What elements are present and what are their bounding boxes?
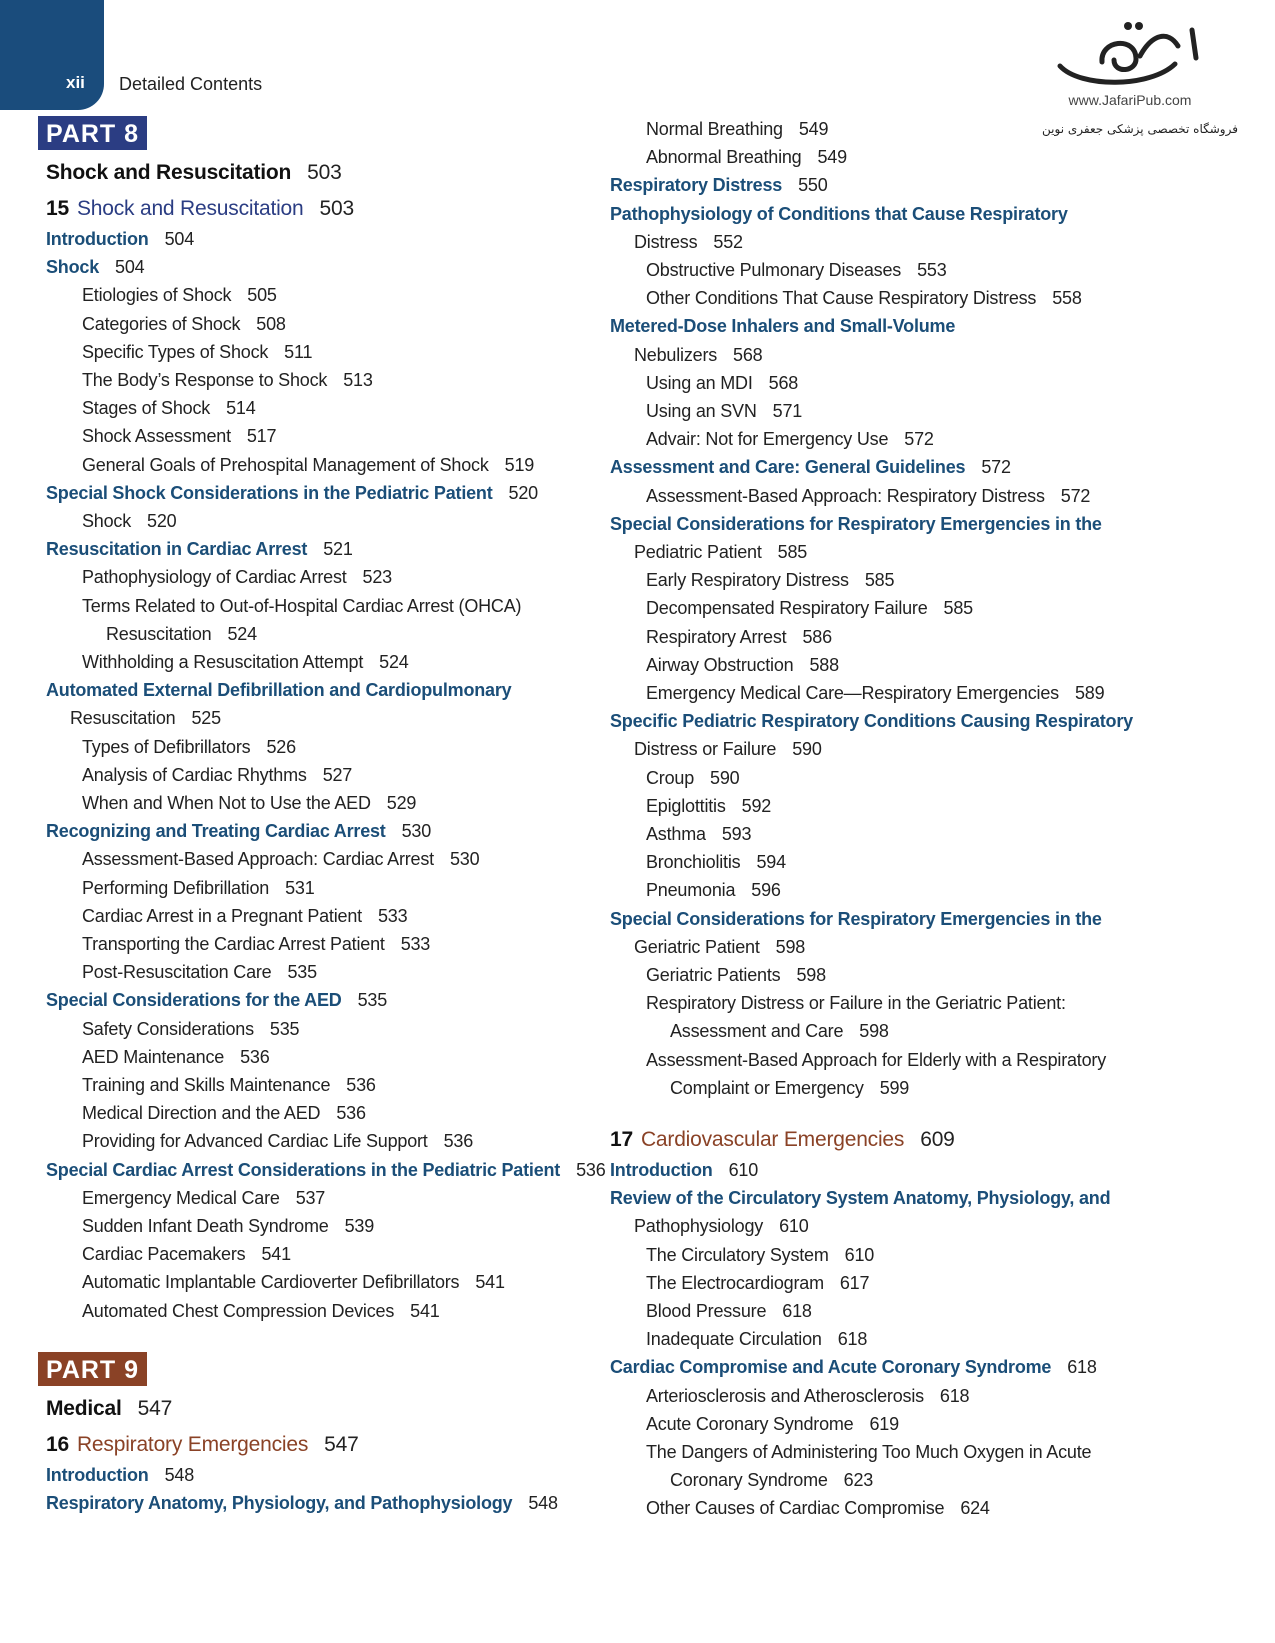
entry-page-number: 523	[362, 567, 392, 588]
entry-title: Special Considerations for the AED	[46, 990, 342, 1011]
entry-title: Introduction	[46, 229, 149, 249]
entry-title: AED Maintenance	[82, 1046, 225, 1067]
entry-page-number: 526	[266, 736, 296, 757]
toc-subheading-entry	[82, 651, 409, 673]
entry-title: Safety Considerations	[82, 1018, 254, 1039]
entry-title: Nebulizers	[634, 344, 718, 365]
entry-title: Acute Coronary Syndrome	[646, 1413, 854, 1434]
publisher-watermark	[1040, 18, 1240, 148]
entry-title: General Goals of Prehospital Management of Shock	[82, 454, 489, 475]
entry-page-number: 519	[504, 454, 535, 475]
entry-title: Obstructive Pulmonary Diseases	[646, 260, 902, 280]
toc-heading-entry	[610, 456, 1011, 478]
toc-subheading-entry	[646, 992, 1066, 1014]
chapter-entry	[46, 1434, 359, 1456]
entry-title: Epiglottitis	[646, 795, 726, 816]
entry-page-number: 592	[741, 795, 772, 816]
entry-title: Abnormal Breathing	[646, 147, 802, 168]
entry-page-number: 585	[777, 542, 808, 562]
entry-page-number: 508	[256, 313, 286, 334]
entry-page-number: 590	[792, 739, 822, 760]
entry-page-number: 530	[449, 849, 480, 870]
entry-title: Categories of Shock	[82, 313, 241, 334]
entry-title: Early Respiratory Distress	[646, 570, 849, 591]
entry-page-number: 596	[751, 880, 781, 901]
entry-page-number: 533	[400, 934, 431, 954]
watermark-url: www.JafariPub.com	[1068, 92, 1192, 108]
entry-page-number: 585	[864, 570, 895, 591]
toc-subheading-entry	[646, 1413, 899, 1435]
toc-subheading-entry	[82, 764, 352, 786]
entry-page-number: 525	[191, 708, 221, 729]
toc-subheading-entry	[82, 1130, 473, 1152]
entry-title: Recognizing and Treating Cardiac Arrest	[46, 821, 386, 842]
entry-page-number: 568	[768, 372, 799, 393]
entry-page-number: 539	[344, 1216, 375, 1236]
entry-page-number: 524	[379, 652, 409, 672]
publisher-logo-icon	[1040, 18, 1220, 90]
entry-page-number: 618	[939, 1385, 970, 1406]
toc-subheading-entry	[82, 877, 315, 899]
entry-title: Arteriosclerosis and Atherosclerosis	[646, 1385, 924, 1406]
entry-page-number: 504	[164, 229, 195, 249]
toc-subheading-entry	[646, 654, 839, 676]
entry-page-number: 558	[1052, 288, 1082, 309]
entry-title: Stages of Shock	[82, 398, 211, 419]
toc-subheading-entry	[82, 1187, 325, 1209]
entry-title: Terms Related to Out-of-Hospital Cardiac Arrest (OHCA)	[82, 595, 522, 616]
entry-page-number: 598	[796, 965, 826, 985]
toc-subheading-entry	[82, 1300, 440, 1322]
entry-title: Pathophysiology of Cardiac Arrest	[82, 567, 347, 588]
entry-page-number: 536	[336, 1103, 366, 1124]
entry-page-number: 549	[817, 147, 847, 168]
entry-title: Respiratory Arrest	[646, 626, 787, 647]
entry-title: Metered-Dose Inhalers and Small-Volume	[610, 316, 956, 337]
toc-subheading-entry	[646, 1300, 812, 1322]
entry-title: Sudden Infant Death Syndrome	[82, 1216, 329, 1236]
page-corner-tab	[0, 0, 104, 110]
entry-page-number: 610	[728, 1160, 759, 1180]
toc-heading-entry	[610, 513, 1102, 535]
entry-page-number: 517	[246, 426, 277, 447]
toc-subheading-entry	[646, 1328, 867, 1350]
entry-title: Blood Pressure	[646, 1301, 767, 1321]
entry-title: Medical Direction and the AED	[82, 1103, 321, 1124]
entry-page-number: 533	[377, 905, 408, 926]
entry-page-number: 618	[837, 1329, 868, 1350]
toc-heading-entry	[610, 1159, 758, 1181]
toc-subheading-entry	[646, 1497, 990, 1519]
toc-subheading-entry	[82, 1018, 299, 1040]
toc-subheading-entry	[646, 597, 973, 619]
entry-page-number: 572	[981, 457, 1011, 478]
entry-title: Using an SVN	[646, 401, 757, 421]
entry-title: Airway Obstruction	[646, 654, 794, 675]
entry-page-number: 535	[287, 962, 317, 983]
entry-title: Assessment and Care	[670, 1021, 844, 1042]
toc-subheading-entry	[82, 961, 317, 983]
entry-title: Assessment and Care: General Guidelines	[610, 457, 966, 478]
toc-heading-entry	[634, 1215, 809, 1237]
entry-page-number: 547	[137, 1396, 173, 1420]
entry-title: Other Causes of Cardiac Compromise	[646, 1498, 945, 1519]
toc-subheading-entry	[82, 397, 256, 419]
toc-heading-entry	[46, 228, 194, 250]
toc-heading-entry	[46, 989, 387, 1011]
entry-title: Types of Defibrillators	[82, 736, 251, 757]
entry-page-number: 618	[782, 1301, 812, 1321]
entry-title: Medical	[46, 1396, 122, 1420]
toc-subheading-entry	[646, 1385, 969, 1407]
entry-page-number: 524	[227, 623, 257, 644]
toc-heading-entry	[610, 315, 955, 337]
part-title	[46, 1398, 172, 1420]
entry-page-number: 609	[920, 1128, 955, 1151]
entry-page-number: 590	[710, 767, 740, 788]
part-label: PART 8	[38, 116, 147, 150]
entry-page-number: 617	[839, 1272, 870, 1293]
running-head: Detailed Contents	[119, 74, 263, 94]
entry-page-number: 586	[802, 626, 832, 647]
entry-title: Emergency Medical Care	[82, 1187, 280, 1208]
entry-title: Introduction	[46, 1464, 149, 1485]
toc-subheading-entry	[670, 1020, 889, 1042]
toc-heading-entry	[46, 482, 538, 504]
toc-subheading-entry	[82, 933, 430, 955]
toc-subheading-entry	[646, 1049, 1106, 1071]
entry-title: Special Considerations for Respiratory Emergencies in the	[610, 513, 1102, 534]
entry-page-number: 514	[226, 398, 256, 419]
toc-subheading-entry	[646, 1441, 1091, 1463]
entry-page-number: 535	[357, 990, 388, 1011]
entry-page-number: 547	[324, 1432, 359, 1456]
chapter-entry	[610, 1129, 955, 1151]
toc-subheading-entry	[646, 146, 847, 168]
entry-title: The Body’s Response to Shock	[82, 370, 328, 390]
toc-subheading-entry	[82, 736, 296, 758]
toc-subheading-entry	[646, 569, 894, 591]
entry-page-number: 571	[772, 401, 803, 421]
entry-title: Special Considerations for Respiratory Emergencies in the	[610, 908, 1102, 929]
entry-title: Shock	[82, 511, 132, 531]
entry-page-number: 537	[295, 1187, 326, 1208]
chapter-title: Cardiovascular Emergencies	[640, 1128, 905, 1151]
chapter-number: 16	[46, 1432, 69, 1456]
part-title	[46, 162, 342, 184]
entry-page-number: 548	[528, 1493, 558, 1513]
entry-title: Automated Chest Compression Devices	[82, 1300, 395, 1321]
toc-subheading-entry	[646, 1272, 869, 1294]
entry-title: The Electrocardiogram	[646, 1272, 824, 1293]
entry-page-number: 527	[322, 764, 353, 785]
toc-heading-entry	[634, 231, 743, 253]
toc-subheading-entry	[82, 595, 521, 617]
entry-title: Pediatric Patient	[634, 542, 762, 562]
entry-page-number: 520	[508, 482, 538, 503]
toc-subheading-entry	[646, 626, 832, 648]
toc-subheading-entry	[82, 510, 176, 532]
toc-subheading-entry	[82, 454, 534, 476]
toc-subheading-entry	[106, 623, 257, 645]
toc-subheading-entry	[82, 369, 373, 391]
toc-subheading-entry	[82, 341, 312, 363]
entry-page-number: 503	[307, 161, 342, 184]
toc-subheading-entry	[646, 1244, 874, 1266]
entry-title: The Dangers of Administering Too Much Oxygen in Acute	[646, 1442, 1092, 1462]
entry-title: Special Shock Considerations in the Pediatric Patient	[46, 482, 493, 503]
entry-page-number: 552	[713, 231, 743, 252]
entry-page-number: 588	[809, 654, 839, 675]
entry-page-number: 531	[285, 877, 315, 898]
toc-subheading-entry	[670, 1077, 909, 1099]
entry-page-number: 623	[843, 1470, 874, 1491]
toc-heading-entry	[70, 707, 221, 729]
entry-page-number: 541	[410, 1300, 440, 1321]
toc-heading-entry	[610, 1356, 1097, 1378]
entry-title: Etiologies of Shock	[82, 285, 232, 306]
entry-title: Cardiac Pacemakers	[82, 1244, 246, 1265]
entry-title: Training and Skills Maintenance	[82, 1075, 331, 1095]
entry-title: Asthma	[646, 824, 706, 844]
entry-title: Cardiac Compromise and Acute Coronary Syndrome	[610, 1357, 1052, 1378]
toc-heading-entry	[610, 908, 1102, 930]
entry-title: Analysis of Cardiac Rhythms	[82, 764, 307, 785]
toc-heading-entry	[610, 203, 1068, 225]
toc-subheading-entry	[82, 905, 407, 927]
entry-title: Withholding a Resuscitation Attempt	[82, 652, 364, 672]
toc-subheading-entry	[82, 792, 416, 814]
toc-heading-entry	[634, 738, 822, 760]
entry-title: Automatic Implantable Cardioverter Defibrillators	[82, 1272, 460, 1293]
entry-title: Automated External Defibrillation and Cardiopulmonary	[46, 680, 512, 701]
part-label: PART 9	[38, 1352, 147, 1386]
entry-page-number: 572	[1060, 485, 1091, 506]
entry-page-number: 536	[576, 1159, 606, 1180]
toc-subheading-entry	[646, 851, 786, 873]
entry-title: Resuscitation in Cardiac Arrest	[46, 539, 308, 560]
entry-title: Resuscitation	[70, 708, 176, 729]
entry-page-number: 568	[733, 344, 763, 365]
entry-title: Performing Defibrillation	[82, 877, 270, 898]
entry-page-number: 520	[147, 511, 177, 531]
toc-subheading-entry	[646, 400, 802, 422]
entry-page-number: 536	[443, 1131, 474, 1152]
toc-subheading-entry	[82, 1074, 376, 1096]
entry-page-number: 550	[798, 175, 828, 196]
toc-heading-entry	[634, 541, 807, 563]
chapter-number: 17	[610, 1128, 633, 1151]
entry-page-number: 589	[1074, 683, 1105, 703]
entry-page-number: 624	[960, 1498, 990, 1519]
entry-title: Specific Types of Shock	[82, 341, 269, 362]
toc-heading-entry	[634, 344, 762, 366]
entry-title: Review of the Circulatory System Anatomy, Physiology, and	[610, 1188, 1111, 1209]
toc-subheading-entry	[82, 1215, 374, 1237]
toc-subheading-entry	[646, 964, 826, 986]
entry-page-number: 513	[343, 370, 373, 390]
entry-title: Normal Breathing	[646, 119, 783, 139]
toc-heading-entry	[46, 1464, 194, 1486]
chapter-title: Respiratory Emergencies	[76, 1432, 309, 1456]
entry-title: Cardiac Arrest in a Pregnant Patient	[82, 905, 362, 926]
entry-title: Distress or Failure	[634, 739, 777, 760]
toc-subheading-entry	[646, 259, 947, 281]
entry-page-number: 505	[247, 285, 277, 306]
toc-heading-entry	[46, 538, 353, 560]
entry-page-number: 618	[1067, 1357, 1097, 1378]
entry-page-number: 535	[269, 1018, 300, 1039]
entry-page-number: 549	[798, 119, 829, 139]
entry-page-number: 541	[475, 1272, 505, 1293]
entry-title: Geriatric Patient	[634, 936, 760, 957]
toc-heading-entry	[46, 1492, 558, 1514]
chapter-number: 15	[46, 197, 69, 220]
entry-title: Respiratory Distress	[610, 175, 783, 196]
entry-page-number: 521	[323, 539, 353, 560]
toc-subheading-entry	[82, 1046, 270, 1068]
chapter-title: Shock and Resuscitation	[76, 197, 304, 220]
entry-page-number: 536	[346, 1075, 376, 1095]
entry-title: Pneumonia	[646, 880, 736, 901]
entry-page-number: 610	[844, 1244, 875, 1265]
entry-title: Specific Pediatric Respiratory Conditions Causing Respiratory	[610, 711, 1133, 732]
entry-title: Emergency Medical Care—Respiratory Emergencies	[646, 683, 1059, 703]
toc-subheading-entry	[82, 848, 479, 870]
entry-title: Bronchiolitis	[646, 852, 741, 873]
entry-page-number: 553	[917, 260, 947, 280]
toc-subheading-entry	[646, 287, 1082, 309]
entry-title: Advair: Not for Emergency Use	[646, 429, 889, 450]
entry-title: Shock	[46, 257, 100, 278]
toc-subheading-entry	[646, 879, 781, 901]
entry-title: Shock and Resuscitation	[46, 161, 292, 184]
entry-title: Assessment-Based Approach for Elderly with a Respiratory	[646, 1049, 1107, 1070]
toc-subheading-entry	[82, 1102, 366, 1124]
toc-heading-entry	[46, 679, 511, 701]
entry-title: When and When Not to Use the AED	[82, 793, 371, 813]
entry-title: The Circulatory System	[646, 1244, 829, 1265]
toc-subheading-entry	[646, 823, 751, 845]
entry-title: Croup	[646, 767, 695, 788]
toc-heading-entry	[634, 936, 805, 958]
entry-title: Geriatric Patients	[646, 965, 781, 985]
entry-page-number: 504	[115, 257, 145, 278]
toc-subheading-entry	[646, 118, 828, 140]
entry-page-number: 541	[261, 1244, 291, 1265]
watermark-text: فروشگاه تخصصی پزشکی جعفری نوین	[1042, 122, 1238, 136]
entry-title: Providing for Advanced Cardiac Life Support	[82, 1131, 428, 1152]
toc-heading-entry	[46, 256, 144, 278]
entry-title: Other Conditions That Cause Respiratory Distress	[646, 288, 1037, 309]
entry-page-number: 536	[240, 1046, 270, 1067]
entry-page-number: 572	[904, 429, 934, 450]
entry-title: Complaint or Emergency	[670, 1077, 864, 1098]
toc-heading-entry	[46, 820, 431, 842]
entry-title: Distress	[634, 231, 698, 252]
entry-page-number: 610	[779, 1216, 809, 1237]
entry-page-number: 530	[401, 821, 432, 842]
entry-page-number: 598	[775, 936, 806, 957]
toc-heading-entry	[46, 1159, 606, 1181]
toc-subheading-entry	[82, 313, 286, 335]
entry-page-number: 548	[164, 1464, 195, 1485]
page-number: xii	[66, 73, 85, 92]
toc-subheading-entry	[82, 566, 392, 588]
entry-page-number: 594	[756, 852, 786, 873]
toc-subheading-entry	[646, 767, 739, 789]
entry-title: Pathophysiology	[634, 1216, 764, 1237]
entry-page-number: 503	[319, 197, 354, 220]
toc-subheading-entry	[646, 485, 1090, 507]
entry-title: Special Cardiac Arrest Considerations in the Pediatric Patient	[46, 1159, 561, 1180]
entry-title: Resuscitation	[106, 623, 212, 644]
entry-title: Introduction	[610, 1160, 713, 1180]
entry-title: Post-Resuscitation Care	[82, 962, 272, 983]
entry-title: Respiratory Distress or Failure in the Geriatric Patient:	[646, 993, 1066, 1014]
entry-title: Shock Assessment	[82, 426, 231, 447]
toc-subheading-entry	[82, 1271, 505, 1293]
entry-title: Assessment-Based Approach: Respiratory Distress	[646, 485, 1045, 506]
entry-title: Assessment-Based Approach: Cardiac Arrest	[82, 849, 434, 870]
toc-subheading-entry	[646, 372, 798, 394]
entry-page-number: 585	[943, 598, 973, 619]
toc-subheading-entry	[82, 425, 276, 447]
toc-subheading-entry	[646, 795, 771, 817]
entry-title: Inadequate Circulation	[646, 1329, 822, 1350]
entry-title: Coronary Syndrome	[670, 1470, 828, 1491]
toc-heading-entry	[610, 1187, 1110, 1209]
entry-title: Pathophysiology of Conditions that Cause Respiratory	[610, 203, 1068, 224]
toc-subheading-entry	[646, 428, 934, 450]
toc-subheading-entry	[82, 284, 277, 306]
toc-subheading-entry	[82, 1243, 291, 1265]
chapter-entry	[46, 198, 354, 220]
entry-page-number: 619	[869, 1413, 899, 1434]
toc-subheading-entry	[670, 1469, 873, 1491]
toc-subheading-entry	[646, 682, 1104, 704]
entry-title: Respiratory Anatomy, Physiology, and Pathophysiology	[46, 1493, 513, 1513]
entry-page-number: 598	[859, 1021, 889, 1042]
toc-heading-entry	[610, 710, 1133, 732]
entry-title: Transporting the Cardiac Arrest Patient	[82, 934, 385, 954]
entry-title: Decompensated Respiratory Failure	[646, 598, 928, 619]
entry-title: Using an MDI	[646, 372, 753, 393]
entry-page-number: 593	[721, 824, 752, 844]
entry-page-number: 511	[284, 341, 313, 362]
entry-page-number: 529	[386, 793, 417, 813]
toc-heading-entry	[610, 174, 828, 196]
entry-page-number: 599	[879, 1077, 910, 1098]
